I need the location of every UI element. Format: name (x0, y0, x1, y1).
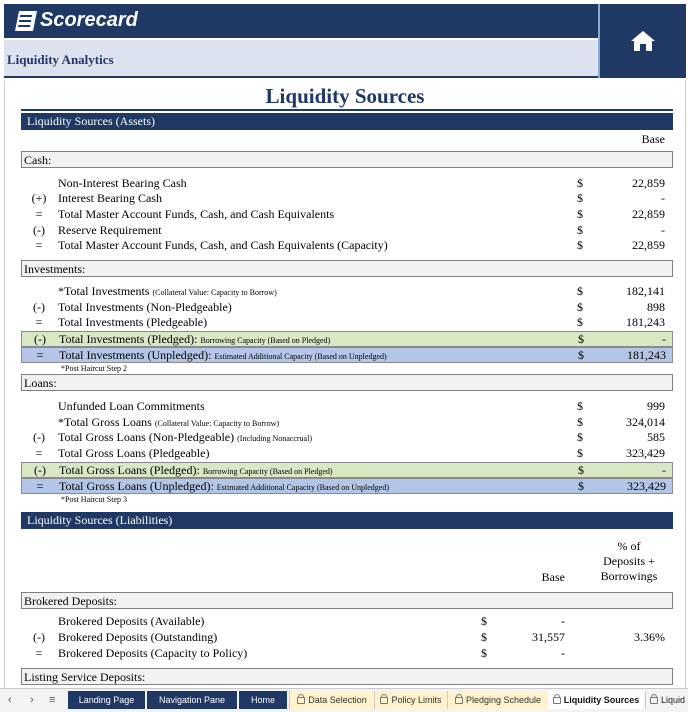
loans-footnote: *Post Haircut Step 3 (61, 495, 127, 504)
table-row (21, 238, 673, 253)
row-label-text: Unfunded Loan Commitments (58, 399, 205, 413)
table-row (21, 176, 673, 191)
title-rule (21, 109, 673, 111)
row-label (58, 415, 279, 430)
table-row (21, 446, 673, 461)
row-label (58, 399, 205, 414)
row-sign: (-) (34, 463, 46, 477)
row-dollar: $ (577, 176, 583, 190)
row-value: 323,429 (626, 446, 665, 460)
liabilities-section-title: Liquidity Sources (Liabilities) (27, 513, 173, 527)
scroll-right-icon[interactable]: › (30, 694, 34, 706)
row-sign: (-) (33, 630, 45, 644)
row-dollar: $ (577, 399, 583, 413)
row-value: 324,014 (626, 415, 665, 429)
table-row (21, 415, 673, 430)
row-value: 22,859 (632, 176, 665, 190)
row-sign: = (35, 207, 43, 221)
row-label-note: (Including Nonaccrual) (237, 434, 312, 443)
assets-section-title: Liquidity Sources (Assets) (27, 114, 155, 128)
row-sign: = (35, 315, 43, 329)
cash-group-header (21, 151, 673, 168)
lock-icon (380, 697, 388, 704)
table-row (21, 315, 673, 330)
investments-footnote: *Post Haircut Step 2 (61, 364, 127, 373)
subtitle-bar (4, 40, 598, 78)
brokered-group-label: Brokered Deposits: (24, 594, 117, 608)
row-value: 181,243 (627, 348, 666, 362)
home-button[interactable] (598, 4, 686, 78)
tab-navigation-pane[interactable] (147, 691, 237, 709)
row-dollar: $ (481, 614, 487, 628)
lock-icon (297, 697, 305, 704)
table-row (21, 191, 673, 206)
tab-label: Liquid (661, 695, 686, 705)
lock-icon (455, 697, 463, 704)
row-label-text: Total Investments (Unpledged): (59, 348, 212, 362)
row-sign: = (35, 238, 43, 252)
row-label-note: Estimated Additional Capacity (Based on Unpledged) (216, 483, 389, 492)
tab-label: Liquidity Sources (563, 695, 640, 705)
row-dollar: $ (481, 646, 487, 660)
row-dollar: $ (577, 207, 583, 221)
logo-strip (4, 4, 598, 38)
table-row (21, 614, 673, 629)
row-label-note: Borrowing Capacity (Based on Pledged) (202, 467, 333, 476)
scorecard-logo-icon (14, 10, 38, 32)
row-dollar: $ (577, 223, 583, 237)
row-label-note: (Collateral Value: Capacity to Borrow) (154, 419, 280, 428)
row-value: - (662, 332, 666, 346)
row-value: 999 (647, 399, 665, 413)
app-subtitle: Liquidity Analytics (7, 52, 114, 67)
listing-group-label: Listing Service Deposits: (24, 670, 146, 684)
row-dollar: $ (577, 446, 583, 460)
table-row (21, 646, 673, 661)
row-label (59, 479, 389, 494)
tab-pledging-schedule[interactable] (447, 691, 548, 709)
row-label-text: Reserve Requirement (58, 223, 162, 237)
sheet-list-icon[interactable]: ≡ (49, 694, 56, 706)
row-sign: (-) (34, 332, 46, 346)
row-label (58, 646, 247, 661)
tab-liquidity-sources[interactable] (548, 691, 644, 709)
row-value: 585 (647, 430, 665, 444)
pct-header-line-3: Borrowings (600, 569, 658, 583)
row-dollar: $ (577, 415, 583, 429)
row-label (58, 284, 277, 299)
table-row (21, 207, 673, 222)
highlight-row-pledged (21, 462, 673, 478)
table-row (21, 399, 673, 414)
assets-section-bar (21, 113, 673, 130)
tab-label: Home (250, 695, 275, 705)
row-dollar: $ (578, 463, 584, 477)
row-label (58, 300, 232, 315)
row-label-text: Total Investments (Pledged): (59, 332, 198, 346)
row-label-text: Total Gross Loans (Non-Pledgeable) (58, 430, 235, 444)
brokered-group-header (21, 592, 673, 609)
loans-group-label: Loans: (24, 376, 57, 390)
row-dollar: $ (577, 430, 583, 444)
liabilities-section-bar (21, 512, 673, 529)
worksheet (4, 80, 686, 688)
row-label-text: Brokered Deposits (Outstanding) (58, 630, 218, 644)
highlight-row-unpledged (21, 478, 673, 494)
row-value: 181,243 (626, 315, 665, 329)
row-label-text: Brokered Deposits (Available) (58, 614, 205, 628)
row-label-text: Total Investments (Pledgeable) (58, 315, 208, 329)
row-sign: (-) (33, 223, 45, 237)
lock-icon (553, 697, 561, 704)
row-dollar: $ (578, 332, 584, 346)
row-value: - (661, 191, 665, 205)
scorecard-logo[interactable] (14, 9, 138, 32)
investments-group-header (21, 260, 673, 277)
table-row (21, 284, 673, 299)
row-value: 323,429 (627, 479, 666, 493)
pct-col-header (589, 539, 669, 584)
row-value: - (662, 463, 666, 477)
row-label-text: Total Gross Loans (Unpledged): (59, 479, 214, 493)
tab-label: Policy Limits (391, 695, 442, 705)
row-sign: = (35, 646, 43, 660)
row-sign: = (36, 348, 44, 362)
row-value: 182,141 (626, 284, 665, 298)
table-row (21, 300, 673, 315)
tab-label: Pledging Schedule (465, 695, 542, 705)
table-row (21, 223, 673, 238)
row-value: 31,557 (532, 630, 565, 644)
investments-group-label: Investments: (24, 262, 86, 276)
row-label-text: Total Gross Loans (Pledgeable) (58, 446, 210, 460)
highlight-row-unpledged (21, 347, 673, 363)
row-label (59, 332, 330, 347)
table-row (21, 430, 673, 445)
row-dollar: $ (577, 238, 583, 252)
row-dollar: $ (578, 479, 584, 493)
row-label-text: *Total Gross Loans (58, 415, 152, 429)
row-dollar: $ (577, 315, 583, 329)
home-icon (630, 30, 656, 52)
pct-header-line-2: Deposits + (603, 554, 655, 568)
row-label (58, 176, 187, 191)
row-label (58, 430, 312, 445)
row-label-text: Interest Bearing Cash (58, 191, 162, 205)
row-value: 898 (647, 300, 665, 314)
row-label (58, 238, 388, 253)
row-label-note: (Collateral Value: Capacity to Borrow) (152, 288, 277, 297)
row-label-text: Total Investments (Non-Pledgeable) (58, 300, 232, 314)
tab-liquid-partial[interactable] (645, 691, 688, 709)
row-label-text: Total Master Account Funds, Cash, and Cash Equivalents (Capacity) (58, 238, 388, 252)
listing-group-header (21, 668, 673, 685)
row-value: - (661, 223, 665, 237)
row-value: 22,859 (632, 238, 665, 252)
row-label (58, 614, 204, 629)
row-dollar: $ (577, 300, 583, 314)
row-label (58, 315, 207, 330)
row-label-text: Total Gross Loans (Pledged): (59, 463, 200, 477)
table-row (21, 630, 673, 645)
row-dollar: $ (578, 348, 584, 362)
lock-icon (650, 697, 658, 704)
cash-group-label: Cash: (24, 153, 52, 167)
row-value: - (561, 646, 565, 660)
tab-data-selection[interactable] (289, 691, 374, 709)
assets-col-header: Base (641, 132, 665, 146)
liabilities-base-header: Base (541, 570, 565, 584)
tab-policy-limits[interactable] (374, 691, 447, 709)
pct-header-line-1: % of (617, 539, 641, 553)
row-sign: = (36, 479, 44, 493)
tab-home[interactable] (239, 691, 287, 709)
row-sign: (-) (33, 430, 45, 444)
loans-group-header (21, 374, 673, 391)
row-sign: = (35, 446, 43, 460)
row-label-note: Borrowing Capacity (Based on Pledged) (200, 336, 331, 345)
tab-label: Navigation Pane (158, 695, 226, 705)
row-value: 22,859 (632, 207, 665, 221)
row-sign: (+) (31, 191, 47, 205)
row-label-text: Non-Interest Bearing Cash (58, 176, 187, 190)
row-value: - (561, 614, 565, 628)
row-label-text: *Total Investments (58, 284, 150, 298)
row-pct: 3.36% (634, 630, 665, 644)
sheet-tab-bar (0, 688, 688, 712)
row-label (58, 207, 334, 222)
row-dollar: $ (481, 630, 487, 644)
row-label (58, 446, 209, 461)
row-label-text: Total Master Account Funds, Cash, and Cash Equivalents (58, 207, 335, 221)
row-label (59, 463, 333, 478)
page-title: Liquidity Sources (265, 84, 425, 108)
tab-label: Data Selection (308, 695, 367, 705)
row-dollar: $ (577, 191, 583, 205)
row-label-note: Estimated Additional Capacity (Based on Unpledged) (214, 352, 387, 361)
scroll-left-icon[interactable]: ‹ (8, 694, 12, 706)
row-sign: (-) (33, 300, 45, 314)
app-header (0, 0, 688, 80)
row-label (58, 223, 162, 238)
row-label (58, 191, 162, 206)
logo-text: Scorecard (40, 9, 138, 31)
row-label (58, 630, 217, 645)
row-label (59, 348, 387, 363)
highlight-row-pledged (21, 331, 673, 347)
row-label-text: Brokered Deposits (Capacity to Policy) (58, 646, 248, 660)
row-dollar: $ (577, 284, 583, 298)
tab-label: Landing Page (78, 695, 135, 705)
tab-landing-page[interactable] (68, 691, 145, 709)
